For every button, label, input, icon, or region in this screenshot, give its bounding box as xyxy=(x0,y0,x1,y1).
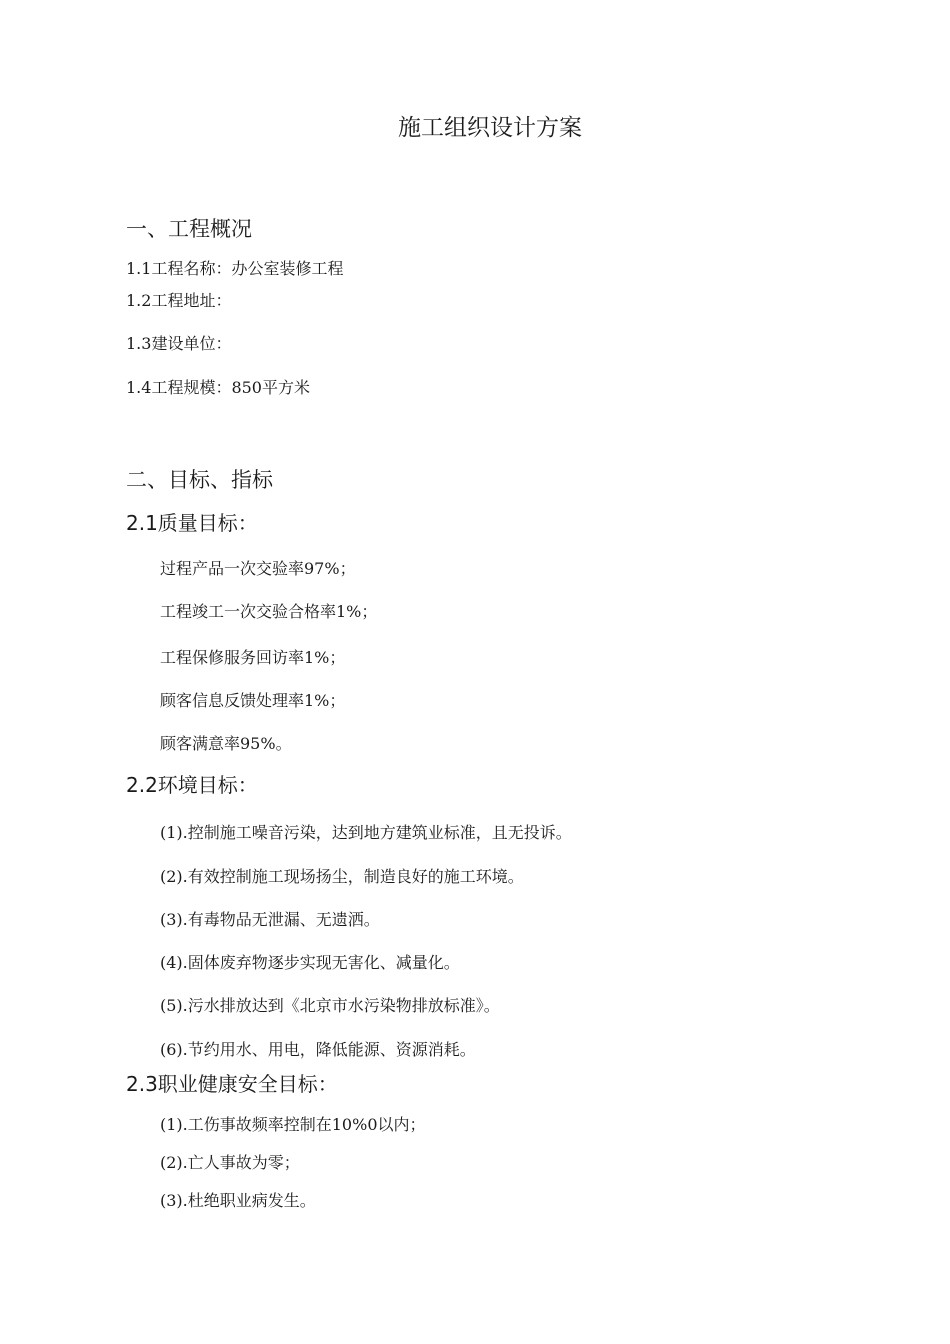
environment-target-item: (6).节约用水、用电，降低能源、资源消耗。 xyxy=(160,1040,476,1059)
environment-target-item: (3).有毒物品无泄漏、无遗洒。 xyxy=(160,910,380,929)
project-name-line: 1.1工程名称：办公室装修工程 xyxy=(126,259,344,278)
quality-target-item: 顾客满意率95%。 xyxy=(160,734,292,753)
environment-target-heading: 2.2环境目标： xyxy=(126,773,258,797)
safety-target-heading: 2.3职业健康安全目标： xyxy=(126,1072,338,1096)
project-scale-line: 1.4工程规模：850平方米 xyxy=(126,378,310,397)
environment-target-item: (1).控制施工噪音污染，达到地方建筑业标准，且无投诉。 xyxy=(160,823,572,842)
quality-target-item: 过程产品一次交验率97%； xyxy=(160,559,356,578)
project-address-line: 1.2工程地址： xyxy=(126,291,232,310)
section-heading-targets: 二、目标、指标 xyxy=(126,468,273,492)
quality-target-item: 工程保修服务回访率1%； xyxy=(160,648,346,667)
document-title: 施工组织设计方案 xyxy=(398,115,582,141)
quality-target-item: 工程竣工一次交验合格率1%； xyxy=(160,602,378,621)
quality-target-heading: 2.1质量目标： xyxy=(126,511,258,535)
safety-target-item: (3).杜绝职业病发生。 xyxy=(160,1191,316,1210)
environment-target-item: (2).有效控制施工现场扬尘，制造良好的施工环境。 xyxy=(160,867,524,886)
construction-unit-line: 1.3建设单位： xyxy=(126,334,232,353)
environment-target-item: (4).固体废弃物逐步实现无害化、减量化。 xyxy=(160,953,460,972)
safety-target-item: (1).工伤事故频率控制在10%0以内； xyxy=(160,1115,426,1134)
section-heading-overview: 一、工程概况 xyxy=(126,217,252,241)
environment-target-item: (5).污水排放达到《北京市水污染物排放标准》。 xyxy=(160,996,500,1015)
safety-target-item: (2).亡人事故为零； xyxy=(160,1153,300,1172)
quality-target-item: 顾客信息反馈处理率1%； xyxy=(160,691,346,710)
